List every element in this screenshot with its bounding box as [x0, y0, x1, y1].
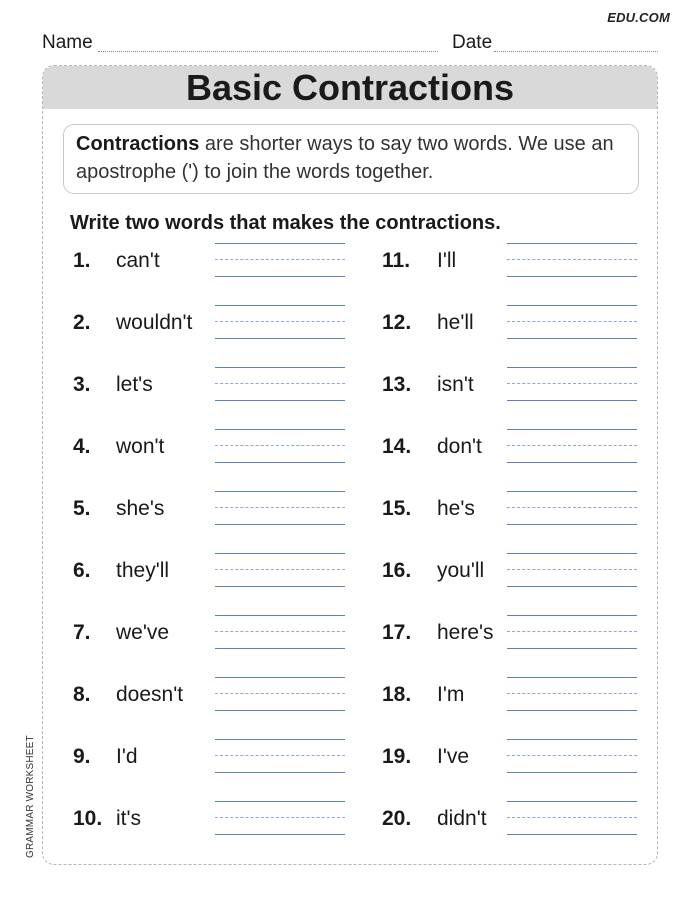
item-number: 5. — [73, 497, 91, 520]
item-number: 17. — [382, 621, 412, 644]
writing-line — [215, 615, 345, 616]
contraction-word: they'll — [116, 559, 170, 582]
writing-line — [507, 338, 637, 339]
list-item — [382, 305, 647, 345]
writing-line — [507, 524, 637, 525]
writing-line — [507, 367, 637, 368]
item-number: 14. — [382, 435, 412, 458]
contraction-word: let's — [116, 373, 153, 396]
writing-line — [215, 677, 345, 678]
writing-line — [507, 305, 637, 306]
answer-lines[interactable] — [215, 491, 345, 527]
contraction-word: we've — [116, 621, 170, 644]
midline-guide — [507, 631, 637, 632]
worksheet-card — [42, 65, 658, 865]
list-item — [73, 801, 355, 841]
answer-lines[interactable] — [507, 491, 637, 527]
writing-line — [215, 586, 345, 587]
midline-guide — [215, 693, 345, 694]
item-number: 3. — [73, 373, 91, 396]
item-number: 4. — [73, 435, 91, 458]
item-number: 6. — [73, 559, 91, 582]
brand-logo: EDU.COM — [607, 10, 670, 25]
writing-line — [215, 491, 345, 492]
midline-guide — [215, 817, 345, 818]
midline-guide — [507, 817, 637, 818]
list-item — [73, 615, 355, 655]
date-field-line[interactable] — [494, 51, 658, 52]
writing-line — [507, 710, 637, 711]
writing-line — [215, 462, 345, 463]
answer-lines[interactable] — [507, 615, 637, 651]
instruction-text: Write two words that makes the contractions. — [70, 212, 501, 234]
contraction-word: I'll — [437, 249, 457, 272]
writing-line — [215, 710, 345, 711]
contraction-word: I'm — [437, 683, 465, 706]
midline-guide — [507, 693, 637, 694]
item-number: 10. — [73, 807, 103, 830]
answer-lines[interactable] — [507, 305, 637, 341]
answer-lines[interactable] — [507, 367, 637, 403]
item-number: 2. — [73, 311, 91, 334]
name-label: Name — [42, 32, 93, 53]
writing-line — [215, 553, 345, 554]
list-item — [73, 429, 355, 469]
contraction-word: can't — [116, 249, 160, 272]
contraction-word: wouldn't — [116, 311, 193, 334]
answer-lines[interactable] — [215, 553, 345, 589]
midline-guide — [507, 259, 637, 260]
midline-guide — [215, 445, 345, 446]
answer-lines[interactable] — [215, 367, 345, 403]
writing-line — [507, 801, 637, 802]
writing-line — [215, 772, 345, 773]
contraction-word: I'd — [116, 745, 138, 768]
writing-line — [507, 553, 637, 554]
contraction-word: you'll — [437, 559, 485, 582]
item-number: 13. — [382, 373, 412, 396]
answer-lines[interactable] — [507, 801, 637, 837]
writing-line — [507, 243, 637, 244]
midline-guide — [507, 507, 637, 508]
contraction-word: isn't — [437, 373, 474, 396]
list-item — [73, 739, 355, 779]
list-item — [382, 243, 647, 283]
answer-lines[interactable] — [215, 429, 345, 465]
writing-line — [507, 834, 637, 835]
item-number: 1. — [73, 249, 91, 272]
midline-guide — [507, 321, 637, 322]
contraction-word: he'll — [437, 311, 474, 334]
writing-line — [215, 801, 345, 802]
writing-line — [215, 834, 345, 835]
list-item — [73, 553, 355, 593]
item-number: 9. — [73, 745, 91, 768]
list-item — [73, 367, 355, 407]
answer-lines[interactable] — [507, 429, 637, 465]
side-label: GRAMMAR WORKSHEET — [25, 735, 36, 858]
answer-lines[interactable] — [507, 243, 637, 279]
writing-line — [507, 648, 637, 649]
contraction-word: it's — [116, 807, 142, 830]
writing-line — [507, 772, 637, 773]
writing-line — [215, 648, 345, 649]
writing-line — [215, 367, 345, 368]
writing-line — [215, 739, 345, 740]
answer-lines[interactable] — [215, 615, 345, 651]
contraction-word: he's — [437, 497, 475, 520]
header-fields — [42, 30, 658, 54]
list-item — [382, 615, 647, 655]
list-item — [382, 491, 647, 531]
writing-line — [507, 586, 637, 587]
writing-line — [215, 524, 345, 525]
item-number: 7. — [73, 621, 91, 644]
midline-guide — [215, 383, 345, 384]
midline-guide — [215, 321, 345, 322]
midline-guide — [507, 569, 637, 570]
writing-line — [215, 429, 345, 430]
list-item — [73, 491, 355, 531]
item-number: 8. — [73, 683, 91, 706]
contraction-word: she's — [116, 497, 165, 520]
intro-bold-term: Contractions — [76, 133, 200, 155]
writing-line — [507, 276, 637, 277]
list-item — [382, 367, 647, 407]
worksheet-title: Basic Contractions — [43, 66, 657, 109]
answer-lines[interactable] — [507, 677, 637, 713]
writing-line — [507, 491, 637, 492]
item-number: 16. — [382, 559, 412, 582]
list-item — [73, 305, 355, 345]
answer-lines[interactable] — [215, 801, 345, 837]
item-number: 15. — [382, 497, 412, 520]
answer-lines[interactable] — [215, 677, 345, 713]
writing-line — [215, 243, 345, 244]
midline-guide — [507, 383, 637, 384]
midline-guide — [215, 507, 345, 508]
contraction-word: didn't — [437, 807, 487, 830]
midline-guide — [507, 755, 637, 756]
intro-text: are shorter ways to say two words. We use an apostrophe (') to join the words together. — [76, 133, 614, 183]
writing-line — [215, 338, 345, 339]
answer-lines[interactable] — [507, 553, 637, 589]
list-item — [382, 429, 647, 469]
midline-guide — [215, 259, 345, 260]
contraction-word: don't — [437, 435, 482, 458]
contraction-word: won't — [116, 435, 165, 458]
midline-guide — [215, 569, 345, 570]
name-field-line[interactable] — [98, 51, 438, 52]
contraction-word: doesn't — [116, 683, 184, 706]
item-number: 19. — [382, 745, 412, 768]
midline-guide — [215, 755, 345, 756]
list-item — [73, 243, 355, 283]
writing-line — [507, 615, 637, 616]
intro-box — [63, 124, 639, 194]
list-item — [382, 801, 647, 841]
contraction-word: I've — [437, 745, 470, 768]
answer-lines[interactable] — [215, 305, 345, 341]
list-item — [382, 739, 647, 779]
item-number: 20. — [382, 807, 412, 830]
answer-lines[interactable] — [215, 243, 345, 279]
writing-line — [507, 739, 637, 740]
writing-line — [215, 400, 345, 401]
writing-line — [215, 305, 345, 306]
writing-line — [507, 462, 637, 463]
writing-line — [507, 677, 637, 678]
midline-guide — [215, 631, 345, 632]
writing-line — [507, 429, 637, 430]
writing-line — [507, 400, 637, 401]
writing-line — [215, 276, 345, 277]
midline-guide — [507, 445, 637, 446]
item-number: 18. — [382, 683, 412, 706]
contraction-word: here's — [437, 621, 494, 644]
answer-lines[interactable] — [507, 739, 637, 775]
answer-lines[interactable] — [215, 739, 345, 775]
list-item — [382, 677, 647, 717]
list-item — [382, 553, 647, 593]
item-number: 12. — [382, 311, 412, 334]
item-number: 11. — [382, 249, 411, 272]
date-label: Date — [452, 32, 493, 53]
list-item — [73, 677, 355, 717]
